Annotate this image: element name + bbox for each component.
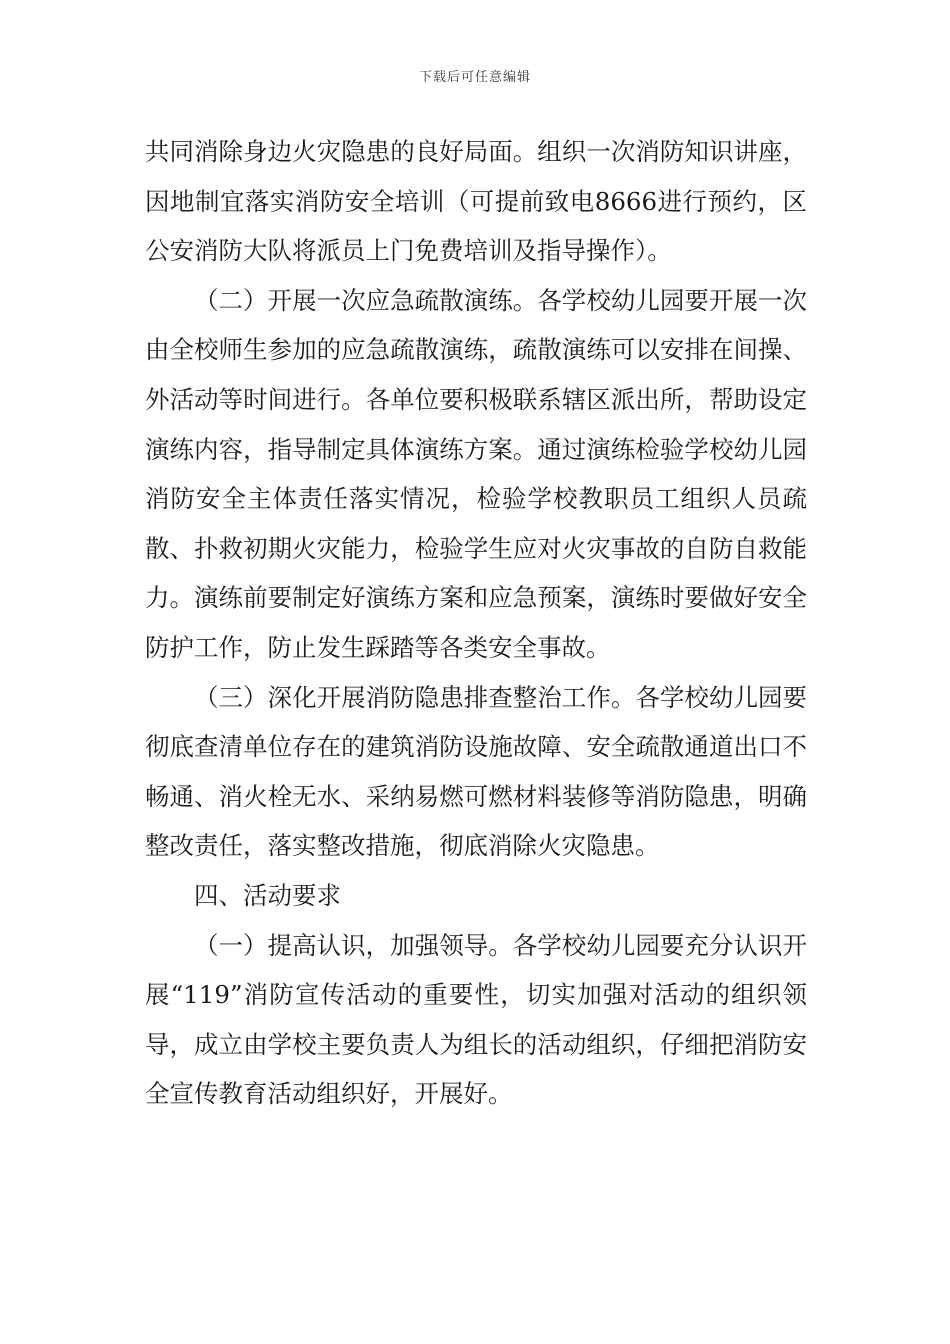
- paragraph-evacuation-drill: （二）开展一次应急疏散演练。各学校幼儿园要开展一次由全校师生参加的应急疏散演练，疏散演练可以安排在间操、外活动等时间进行。各单位要积极联系辖区派出所，帮助设定演练内容，指导制定具体演练方案。通过演练检验学校幼儿园消防安全主体责任落实情况，检验学校教职员工组织人员疏散、扑救初期火灾能力，检验学生应对火灾事故的自防自救能力。演练前要制定好演练方案和应急预案，演练时要做好安全防护工作，防止发生踩踏等各类安全事故。: [145, 285, 807, 662]
- paragraph-fire-training: 共同消除身边火灾隐患的良好局面。组织一次消防知识讲座，因地制宜落实消防安全培训（可提前致电8666进行预约，区公安消防大队将派员上门免费培训及指导操作）。: [145, 137, 807, 266]
- section-heading-activity-requirements: 四、活动要求: [194, 880, 341, 910]
- paragraph-strengthen-leadership: （一）提高认识，加强领导。各学校幼儿园要充分认识开展“119”消防宣传活动的重要性，切实加强对活动的组织领导，成立由学校主要负责人为组长的活动组织，仔细把消防安全宣传教育活动组织好，开展好。: [145, 930, 807, 1109]
- paragraph-hazard-inspection: （三）深化开展消防隐患排查整治工作。各学校幼儿园要彻底查清单位存在的建筑消防设施故障、安全疏散通道出口不畅通、消火栓无水、采纳易燃可燃材料装修等消防隐患，明确整改责任，落实整改措施，彻底消除火灾隐患。: [145, 682, 807, 861]
- document-body: [145, 127, 807, 1119]
- page-header-note: 下载后可任意编辑: [418, 70, 531, 85]
